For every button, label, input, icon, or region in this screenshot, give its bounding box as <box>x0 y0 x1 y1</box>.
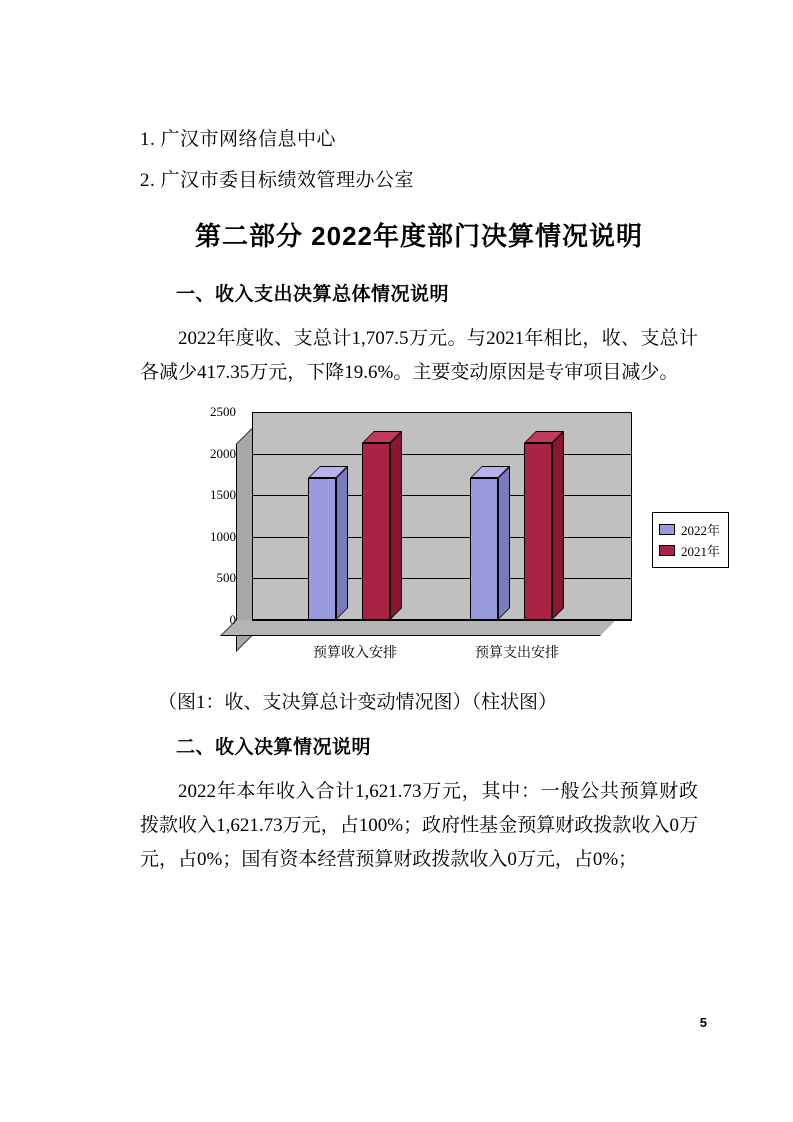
bar-side-2022-expenditure <box>498 466 510 620</box>
part-title: 第二部分 2022年度部门决算情况说明 <box>194 221 644 251</box>
bar-side-2021-income <box>390 431 402 620</box>
legend-label-2021: 2021年 <box>681 544 721 559</box>
section-two-paragraph: 2022年本年收入合计1,621.73万元，其中：一般公共预算财政拨款收入1,621.73万元，占100%；政府性基金预算财政拨款收入0万元，占0%；国有资本经营预算财政拨款收入0万元，占0%； <box>140 781 698 870</box>
figure-caption: （图1：收、支决算总计变动情况图）（柱状图） <box>158 692 558 713</box>
bar-side-2022-income <box>336 466 348 620</box>
gridline <box>252 454 632 455</box>
legend-swatch-2022 <box>659 524 675 535</box>
gridline <box>252 412 632 413</box>
y-tick-label: 2500 <box>210 404 236 419</box>
chart-floor <box>220 620 616 636</box>
legend-label-2022: 2022年 <box>681 523 721 538</box>
legend-item <box>659 541 720 560</box>
legend-item <box>659 520 720 539</box>
section-one-title: 一、收入支出决算总体情况说明 <box>176 284 450 305</box>
y-tick-label: 1000 <box>210 528 236 544</box>
bar-2021-income <box>362 443 390 620</box>
chart-legend <box>652 512 729 568</box>
x-category-label: 预算收入安排 <box>313 646 397 661</box>
y-tick-label: 2000 <box>210 445 236 461</box>
y-tick-label: 0 <box>229 612 236 627</box>
section-two-title: 二、收入决算情况说明 <box>176 737 372 758</box>
y-tick-label: 500 <box>216 570 236 586</box>
bar-side-2021-expenditure <box>552 431 564 620</box>
page-number: 5 <box>699 1015 707 1030</box>
legend-swatch-2021 <box>659 545 675 556</box>
list-item: 1. 广汉市网络信息中心 <box>140 129 337 150</box>
bar-2022-expenditure <box>470 478 498 620</box>
bar-chart <box>180 404 740 669</box>
bar-2022-income <box>308 478 336 620</box>
x-category-label: 预算支出安排 <box>475 646 559 661</box>
section-one-paragraph: 2022年度收、支总计1,707.5万元。与2021年相比，收、支总计各减少417.35万元，下降19.6%。主要变动原因是专审项目减少。 <box>140 328 698 383</box>
list-item: 2. 广汉市委目标绩效管理办公室 <box>140 170 415 191</box>
chart-left-wall <box>236 428 252 652</box>
y-tick-label: 1500 <box>210 487 236 503</box>
gridline <box>252 620 632 621</box>
bar-2021-expenditure <box>524 443 552 620</box>
